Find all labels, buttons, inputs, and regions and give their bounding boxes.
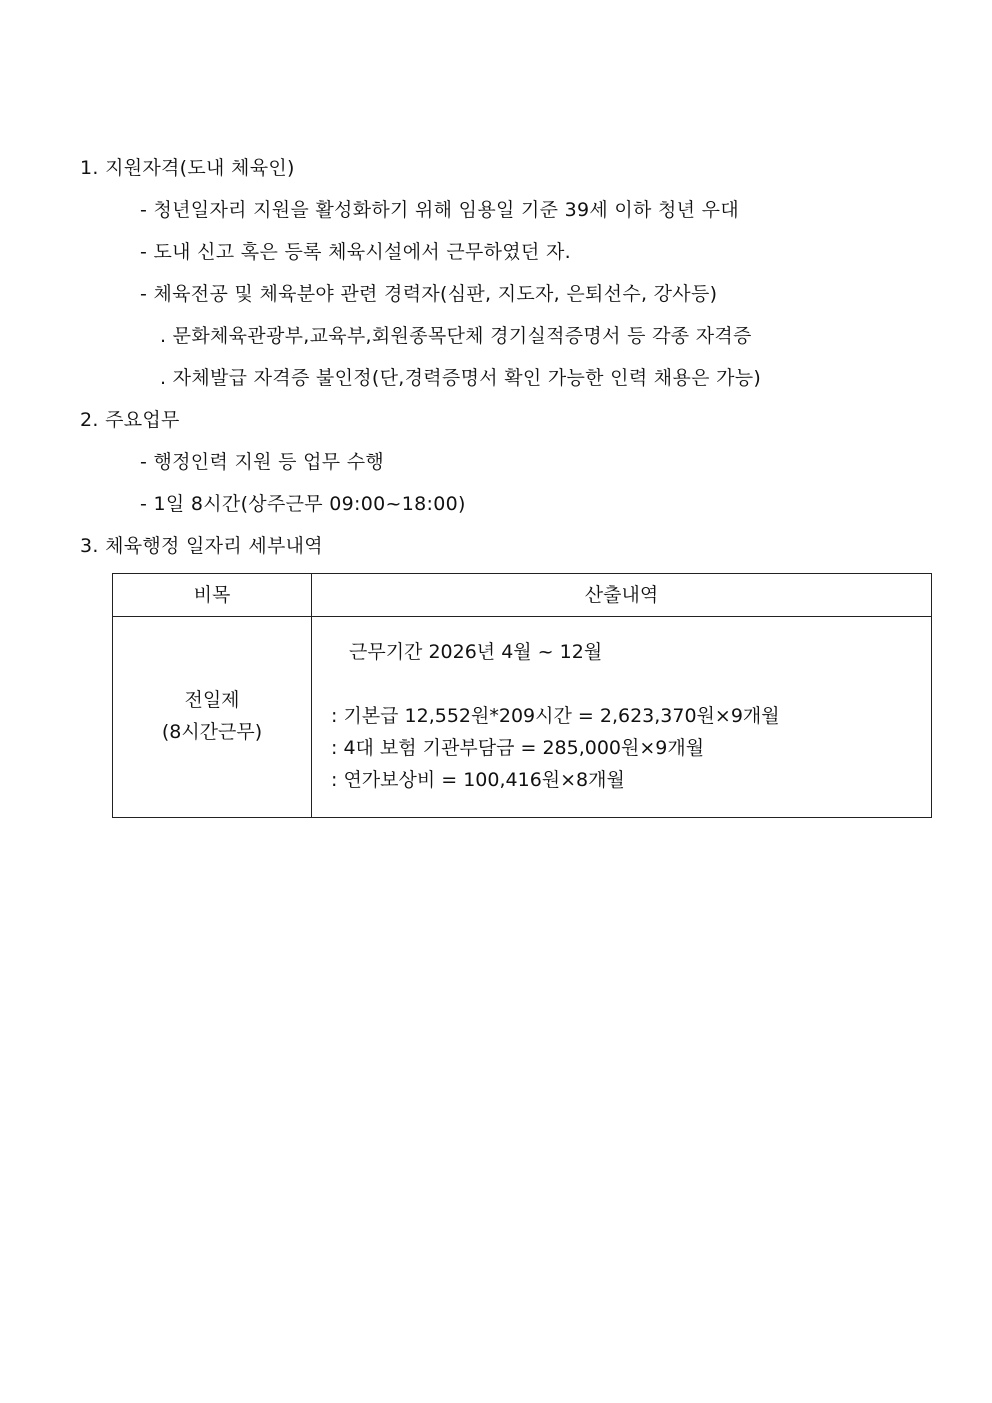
section-3-heading: 3. 체육행정 일자리 세부내역 [80, 535, 323, 557]
eligibility-item-facility: - 도내 신고 혹은 등록 체육시설에서 근무하였던 자. [140, 241, 571, 263]
budget-table [112, 573, 932, 818]
duty-item-hours: - 1일 8시간(상주근무 09:00~18:00) [140, 493, 466, 515]
eligibility-subitem-certificates: . 문화체육관광부,교육부,회원종목단체 경기실적증명서 등 각종 자격증 [160, 325, 752, 347]
eligibility-subitem-self-issued: . 자체발급 자격증 불인정(단,경력증명서 확인 가능한 인력 채용은 가능) [160, 367, 762, 389]
section-2-heading: 2. 주요업무 [80, 409, 180, 431]
table-cell-category-line2: (8시간근무) [161, 721, 263, 743]
eligibility-item-youth: - 청년일자리 지원을 활성화하기 위해 임용일 기준 39세 이하 청년 우대 [140, 199, 739, 221]
table-header-calculation: 산출내역 [584, 584, 659, 606]
table-cell-detail-base-pay: : 기본급 12,552원*209시간 = 2,623,370원×9개월 [331, 705, 780, 727]
table-cell-category-line1: 전일제 [184, 689, 240, 711]
table-cell-work-period: 근무기간 2026년 4월 ~ 12월 [349, 641, 603, 663]
duty-item-admin: - 행정인력 지원 등 업무 수행 [140, 451, 385, 473]
table-cell-detail-leave-compensation: : 연가보상비 = 100,416원×8개월 [331, 769, 625, 791]
section-1-heading: 1. 지원자격(도내 체육인) [80, 157, 295, 179]
eligibility-item-experience: - 체육전공 및 체육분야 관련 경력자(심판, 지도자, 은퇴선수, 강사등) [140, 283, 718, 305]
table-cell-detail-insurance: : 4대 보험 기관부담금 = 285,000원×9개월 [331, 737, 705, 759]
table-header-category: 비목 [193, 584, 231, 606]
table-column-divider [311, 574, 312, 817]
table-header-divider [113, 616, 931, 617]
